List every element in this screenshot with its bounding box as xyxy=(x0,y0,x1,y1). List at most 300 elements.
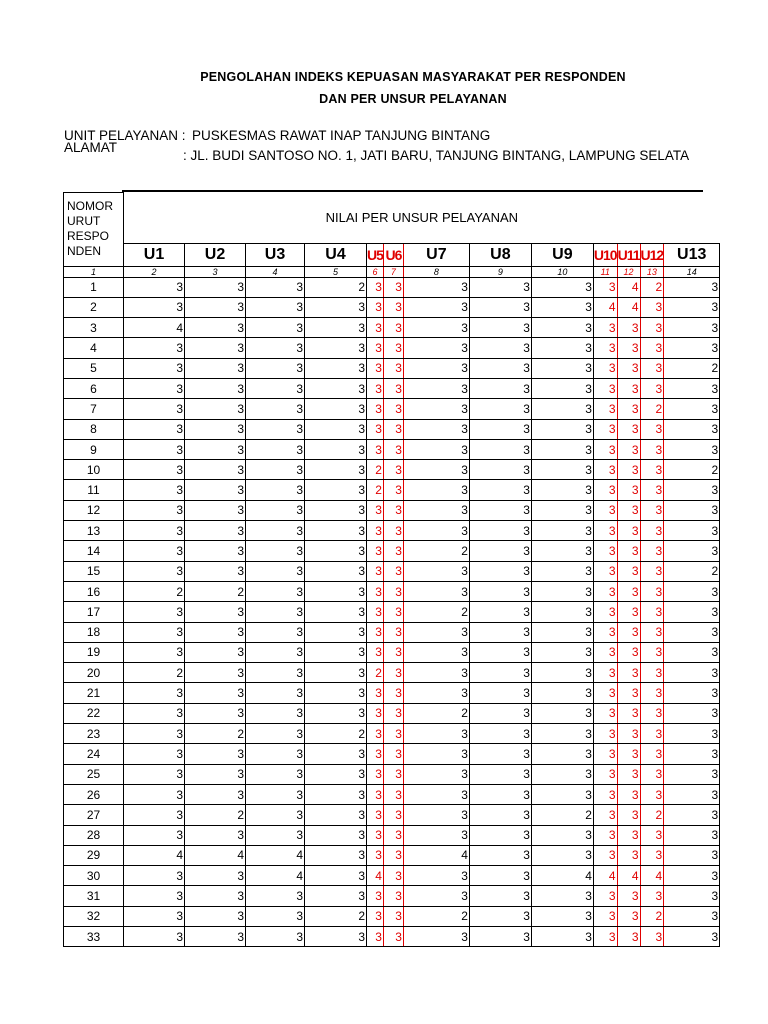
score-cell: 3 xyxy=(617,602,640,622)
score-cell: 3 xyxy=(383,500,403,520)
score-cell: 3 xyxy=(640,602,664,622)
score-cell: 3 xyxy=(367,724,384,744)
score-cell: 2 xyxy=(403,541,469,561)
score-cell: 3 xyxy=(640,744,664,764)
score-cell: 3 xyxy=(305,399,367,419)
score-cell: 3 xyxy=(617,622,640,642)
score-cell: 3 xyxy=(383,480,403,500)
score-cell: 3 xyxy=(185,703,246,723)
score-cell: 3 xyxy=(403,724,469,744)
score-cell: 3 xyxy=(367,581,384,601)
score-cell: 3 xyxy=(185,297,246,317)
score-cell: 3 xyxy=(383,825,403,845)
score-cell: 3 xyxy=(185,683,246,703)
table-row xyxy=(64,744,720,764)
score-cell: 3 xyxy=(403,277,469,297)
score-cell: 3 xyxy=(246,297,305,317)
score-cell: 3 xyxy=(383,906,403,926)
score-cell: 3 xyxy=(305,663,367,683)
score-cell: 3 xyxy=(617,399,640,419)
score-cell: 3 xyxy=(531,663,593,683)
score-cell: 3 xyxy=(640,825,664,845)
score-cell: 3 xyxy=(403,480,469,500)
score-cell: 3 xyxy=(124,642,185,662)
score-cell: 3 xyxy=(593,439,617,459)
score-cell: 3 xyxy=(124,500,185,520)
score-cell: 2 xyxy=(185,724,246,744)
score-cell: 3 xyxy=(469,805,531,825)
score-cell: 3 xyxy=(403,460,469,480)
nilai-per-unsur-header: NILAI PER UNSUR PELAYANAN xyxy=(124,193,720,244)
score-cell: 3 xyxy=(593,805,617,825)
score-cell: 3 xyxy=(383,460,403,480)
score-cell: 3 xyxy=(469,378,531,398)
score-cell: 3 xyxy=(469,297,531,317)
score-cell: 2 xyxy=(640,805,664,825)
score-cell: 3 xyxy=(593,378,617,398)
score-cell: 4 xyxy=(403,845,469,865)
score-cell: 3 xyxy=(383,297,403,317)
score-cell: 4 xyxy=(617,297,640,317)
score-cell: 3 xyxy=(640,703,664,723)
score-cell: 3 xyxy=(305,358,367,378)
score-cell: 3 xyxy=(593,602,617,622)
score-cell: 3 xyxy=(403,581,469,601)
score-cell: 3 xyxy=(246,683,305,703)
score-cell: 3 xyxy=(246,318,305,338)
score-cell: 3 xyxy=(664,825,720,845)
respondent-number: 9 xyxy=(64,439,124,459)
score-cell: 3 xyxy=(469,703,531,723)
score-cell: 3 xyxy=(664,784,720,804)
score-cell: 3 xyxy=(469,277,531,297)
score-cell: 3 xyxy=(469,541,531,561)
respondent-number: 21 xyxy=(64,683,124,703)
score-cell: 3 xyxy=(124,764,185,784)
score-cell: 3 xyxy=(593,886,617,906)
score-cell: 3 xyxy=(383,602,403,622)
respondent-number: 2 xyxy=(64,297,124,317)
respondent-number: 24 xyxy=(64,744,124,764)
score-cell: 3 xyxy=(593,521,617,541)
score-cell: 3 xyxy=(383,622,403,642)
respondent-number: 28 xyxy=(64,825,124,845)
score-cell: 3 xyxy=(246,642,305,662)
score-cell: 3 xyxy=(367,541,384,561)
score-cell: 2 xyxy=(640,906,664,926)
score-cell: 4 xyxy=(593,297,617,317)
score-cell: 3 xyxy=(617,500,640,520)
score-cell: 3 xyxy=(246,886,305,906)
score-cell: 3 xyxy=(246,460,305,480)
score-cell: 3 xyxy=(469,683,531,703)
respondent-number: 10 xyxy=(64,460,124,480)
score-cell: 3 xyxy=(531,439,593,459)
score-cell: 2 xyxy=(305,906,367,926)
score-cell: 3 xyxy=(383,663,403,683)
score-cell: 4 xyxy=(617,866,640,886)
table-row xyxy=(64,500,720,520)
score-cell: 3 xyxy=(617,561,640,581)
score-cell: 3 xyxy=(305,886,367,906)
score-cell: 3 xyxy=(469,480,531,500)
score-cell: 3 xyxy=(246,480,305,500)
score-cell: 3 xyxy=(246,703,305,723)
score-cell: 3 xyxy=(185,784,246,804)
score-cell: 3 xyxy=(640,541,664,561)
score-cell: 3 xyxy=(640,784,664,804)
respondent-number: 33 xyxy=(64,927,124,947)
score-cell: 3 xyxy=(664,683,720,703)
score-cell: 3 xyxy=(593,845,617,865)
score-cell: 3 xyxy=(469,764,531,784)
column-header-u3: U3 xyxy=(246,243,305,266)
score-cell: 3 xyxy=(246,784,305,804)
score-cell: 3 xyxy=(531,460,593,480)
score-cell: 3 xyxy=(531,277,593,297)
score-cell: 3 xyxy=(124,358,185,378)
score-cell: 3 xyxy=(367,845,384,865)
table-row xyxy=(64,906,720,926)
column-number: 1 xyxy=(64,266,124,277)
score-cell: 3 xyxy=(617,358,640,378)
score-cell: 3 xyxy=(246,399,305,419)
column-header-u13: U13 xyxy=(664,243,720,266)
score-cell: 3 xyxy=(617,581,640,601)
score-cell: 2 xyxy=(664,561,720,581)
score-cell: 3 xyxy=(593,338,617,358)
table-row xyxy=(64,683,720,703)
score-cell: 2 xyxy=(185,805,246,825)
score-cell: 3 xyxy=(383,561,403,581)
score-cell: 3 xyxy=(383,439,403,459)
alamat-label: ALAMAT xyxy=(64,140,118,155)
score-cell: 3 xyxy=(185,906,246,926)
score-cell: 3 xyxy=(531,419,593,439)
respondent-number: 13 xyxy=(64,521,124,541)
score-cell: 3 xyxy=(640,927,664,947)
score-cell: 3 xyxy=(246,724,305,744)
score-cell: 3 xyxy=(403,825,469,845)
score-cell: 3 xyxy=(403,500,469,520)
score-cell: 3 xyxy=(469,622,531,642)
column-header-u8: U8 xyxy=(469,243,531,266)
score-cell: 3 xyxy=(469,358,531,378)
score-cell: 4 xyxy=(531,866,593,886)
score-cell: 3 xyxy=(305,521,367,541)
score-cell: 3 xyxy=(469,744,531,764)
score-cell: 4 xyxy=(617,277,640,297)
score-cell: 3 xyxy=(617,642,640,662)
score-cell: 3 xyxy=(305,744,367,764)
score-cell: 3 xyxy=(531,744,593,764)
score-cell: 3 xyxy=(246,561,305,581)
score-cell: 3 xyxy=(664,500,720,520)
score-cell: 3 xyxy=(640,460,664,480)
score-cell: 3 xyxy=(640,297,664,317)
score-cell: 3 xyxy=(531,724,593,744)
score-cell: 3 xyxy=(617,683,640,703)
score-cell: 3 xyxy=(531,622,593,642)
score-cell: 3 xyxy=(617,784,640,804)
score-cell: 3 xyxy=(305,480,367,500)
column-number-row xyxy=(64,266,720,277)
score-cell: 3 xyxy=(124,927,185,947)
score-cell: 3 xyxy=(640,845,664,865)
score-cell: 2 xyxy=(531,805,593,825)
respondent-number: 22 xyxy=(64,703,124,723)
score-cell: 3 xyxy=(664,419,720,439)
score-cell: 3 xyxy=(383,277,403,297)
table-row xyxy=(64,805,720,825)
score-cell: 3 xyxy=(246,358,305,378)
score-cell: 2 xyxy=(403,602,469,622)
score-cell: 3 xyxy=(305,845,367,865)
score-cell: 3 xyxy=(593,419,617,439)
score-cell: 3 xyxy=(367,521,384,541)
score-cell: 3 xyxy=(246,277,305,297)
score-cell: 3 xyxy=(185,399,246,419)
table-header-row xyxy=(64,193,720,244)
score-cell: 3 xyxy=(531,581,593,601)
respondent-number: 25 xyxy=(64,764,124,784)
score-cell: 3 xyxy=(185,622,246,642)
score-cell: 3 xyxy=(640,500,664,520)
score-cell: 2 xyxy=(185,581,246,601)
score-cell: 3 xyxy=(383,581,403,601)
table-row xyxy=(64,480,720,500)
score-cell: 4 xyxy=(124,318,185,338)
score-cell: 3 xyxy=(124,541,185,561)
score-cell: 3 xyxy=(593,358,617,378)
score-cell: 3 xyxy=(403,764,469,784)
score-cell: 3 xyxy=(469,460,531,480)
table-row xyxy=(64,419,720,439)
score-cell: 3 xyxy=(124,399,185,419)
table-row xyxy=(64,927,720,947)
score-cell: 3 xyxy=(469,784,531,804)
column-number: 12 xyxy=(617,266,640,277)
score-cell: 3 xyxy=(246,500,305,520)
column-number: 3 xyxy=(185,266,246,277)
page-title-line2: DAN PER UNSUR PELAYANAN xyxy=(319,92,507,106)
score-cell: 3 xyxy=(246,764,305,784)
score-cell: 3 xyxy=(617,927,640,947)
score-cell: 3 xyxy=(367,906,384,926)
score-cell: 3 xyxy=(124,784,185,804)
score-cell: 3 xyxy=(664,378,720,398)
score-cell: 3 xyxy=(403,318,469,338)
score-cell: 3 xyxy=(124,825,185,845)
score-cell: 3 xyxy=(469,886,531,906)
column-header-u10: U10 xyxy=(593,243,617,266)
score-cell: 3 xyxy=(246,521,305,541)
score-cell: 3 xyxy=(617,318,640,338)
score-cell: 3 xyxy=(124,561,185,581)
score-cell: 3 xyxy=(383,764,403,784)
score-cell: 3 xyxy=(124,419,185,439)
score-cell: 3 xyxy=(383,866,403,886)
score-cell: 3 xyxy=(367,602,384,622)
score-cell: 3 xyxy=(305,439,367,459)
score-cell: 3 xyxy=(469,581,531,601)
score-cell: 3 xyxy=(367,805,384,825)
score-cell: 3 xyxy=(185,419,246,439)
score-cell: 3 xyxy=(305,297,367,317)
score-cell: 3 xyxy=(531,886,593,906)
table-row xyxy=(64,541,720,561)
score-cell: 3 xyxy=(383,378,403,398)
score-cell: 2 xyxy=(305,277,367,297)
score-cell: 3 xyxy=(640,764,664,784)
score-cell: 3 xyxy=(124,378,185,398)
score-cell: 3 xyxy=(185,764,246,784)
respondent-number: 7 xyxy=(64,399,124,419)
score-cell: 3 xyxy=(403,663,469,683)
table-row xyxy=(64,642,720,662)
score-cell: 3 xyxy=(403,866,469,886)
score-cell: 3 xyxy=(124,744,185,764)
respondent-number: 26 xyxy=(64,784,124,804)
score-cell: 2 xyxy=(403,703,469,723)
column-header-u2: U2 xyxy=(185,243,246,266)
score-cell: 3 xyxy=(531,318,593,338)
score-cell: 3 xyxy=(305,378,367,398)
score-cell: 3 xyxy=(305,784,367,804)
score-cell: 3 xyxy=(640,358,664,378)
score-cell: 4 xyxy=(593,866,617,886)
column-number: 5 xyxy=(305,266,367,277)
score-cell: 3 xyxy=(367,927,384,947)
score-cell: 3 xyxy=(185,521,246,541)
table-row xyxy=(64,703,720,723)
score-cell: 3 xyxy=(367,297,384,317)
score-cell: 3 xyxy=(403,419,469,439)
score-cell: 3 xyxy=(640,378,664,398)
score-cell: 3 xyxy=(403,642,469,662)
score-cell: 3 xyxy=(185,866,246,886)
column-header-u9: U9 xyxy=(531,243,593,266)
score-cell: 3 xyxy=(640,724,664,744)
score-cell: 3 xyxy=(664,805,720,825)
score-cell: 3 xyxy=(383,927,403,947)
score-cell: 3 xyxy=(305,500,367,520)
score-cell: 3 xyxy=(403,744,469,764)
table-row xyxy=(64,318,720,338)
score-cell: 3 xyxy=(664,581,720,601)
column-number: 8 xyxy=(403,266,469,277)
score-cell: 3 xyxy=(305,703,367,723)
score-cell: 3 xyxy=(531,906,593,926)
score-cell: 3 xyxy=(367,642,384,662)
score-cell: 3 xyxy=(246,805,305,825)
score-cell: 3 xyxy=(403,521,469,541)
score-cell: 3 xyxy=(593,784,617,804)
column-number: 6 xyxy=(367,266,384,277)
score-cell: 3 xyxy=(383,744,403,764)
score-cell: 3 xyxy=(469,318,531,338)
score-cell: 3 xyxy=(246,541,305,561)
score-cell: 3 xyxy=(383,541,403,561)
score-cell: 4 xyxy=(246,845,305,865)
column-number: 2 xyxy=(124,266,185,277)
respondent-number: 8 xyxy=(64,419,124,439)
column-number: 10 xyxy=(531,266,593,277)
score-cell: 3 xyxy=(403,622,469,642)
score-cell: 3 xyxy=(246,927,305,947)
score-cell: 3 xyxy=(383,845,403,865)
score-cell: 3 xyxy=(124,480,185,500)
score-cell: 3 xyxy=(531,541,593,561)
score-cell: 3 xyxy=(664,927,720,947)
table-row xyxy=(64,886,720,906)
score-cell: 3 xyxy=(531,825,593,845)
score-cell: 3 xyxy=(383,683,403,703)
score-cell: 3 xyxy=(593,460,617,480)
score-cell: 3 xyxy=(664,338,720,358)
score-cell: 3 xyxy=(185,927,246,947)
score-cell: 3 xyxy=(664,602,720,622)
score-cell: 3 xyxy=(185,825,246,845)
score-cell: 3 xyxy=(617,886,640,906)
score-cell: 3 xyxy=(531,358,593,378)
score-cell: 3 xyxy=(124,297,185,317)
score-cell: 3 xyxy=(640,521,664,541)
score-cell: 3 xyxy=(305,581,367,601)
unsur-header-row xyxy=(64,243,720,266)
score-cell: 3 xyxy=(124,622,185,642)
score-cell: 3 xyxy=(531,399,593,419)
score-cell: 3 xyxy=(305,561,367,581)
column-header-u7: U7 xyxy=(403,243,469,266)
score-cell: 3 xyxy=(617,845,640,865)
score-cell: 3 xyxy=(383,338,403,358)
score-cell: 2 xyxy=(664,358,720,378)
score-cell: 3 xyxy=(531,703,593,723)
score-cell: 3 xyxy=(185,602,246,622)
score-cell: 3 xyxy=(383,886,403,906)
score-cell: 3 xyxy=(367,825,384,845)
score-cell: 3 xyxy=(469,845,531,865)
score-cell: 3 xyxy=(305,318,367,338)
column-number: 7 xyxy=(383,266,403,277)
score-cell: 3 xyxy=(593,622,617,642)
score-cell: 3 xyxy=(531,338,593,358)
score-cell: 3 xyxy=(469,825,531,845)
score-cell: 4 xyxy=(185,845,246,865)
score-cell: 3 xyxy=(617,460,640,480)
score-cell: 3 xyxy=(403,927,469,947)
score-cell: 3 xyxy=(383,724,403,744)
ikm-table xyxy=(63,192,720,947)
score-cell: 3 xyxy=(124,460,185,480)
respondent-number: 20 xyxy=(64,663,124,683)
score-cell: 3 xyxy=(124,521,185,541)
score-cell: 3 xyxy=(383,784,403,804)
score-cell: 3 xyxy=(617,764,640,784)
score-cell: 3 xyxy=(664,906,720,926)
score-cell: 2 xyxy=(640,277,664,297)
column-header-u1: U1 xyxy=(124,243,185,266)
score-cell: 3 xyxy=(367,399,384,419)
score-cell: 3 xyxy=(124,683,185,703)
score-cell: 3 xyxy=(367,500,384,520)
score-cell: 3 xyxy=(617,521,640,541)
score-cell: 3 xyxy=(617,439,640,459)
table-row xyxy=(64,399,720,419)
score-cell: 3 xyxy=(664,622,720,642)
score-cell: 3 xyxy=(664,399,720,419)
